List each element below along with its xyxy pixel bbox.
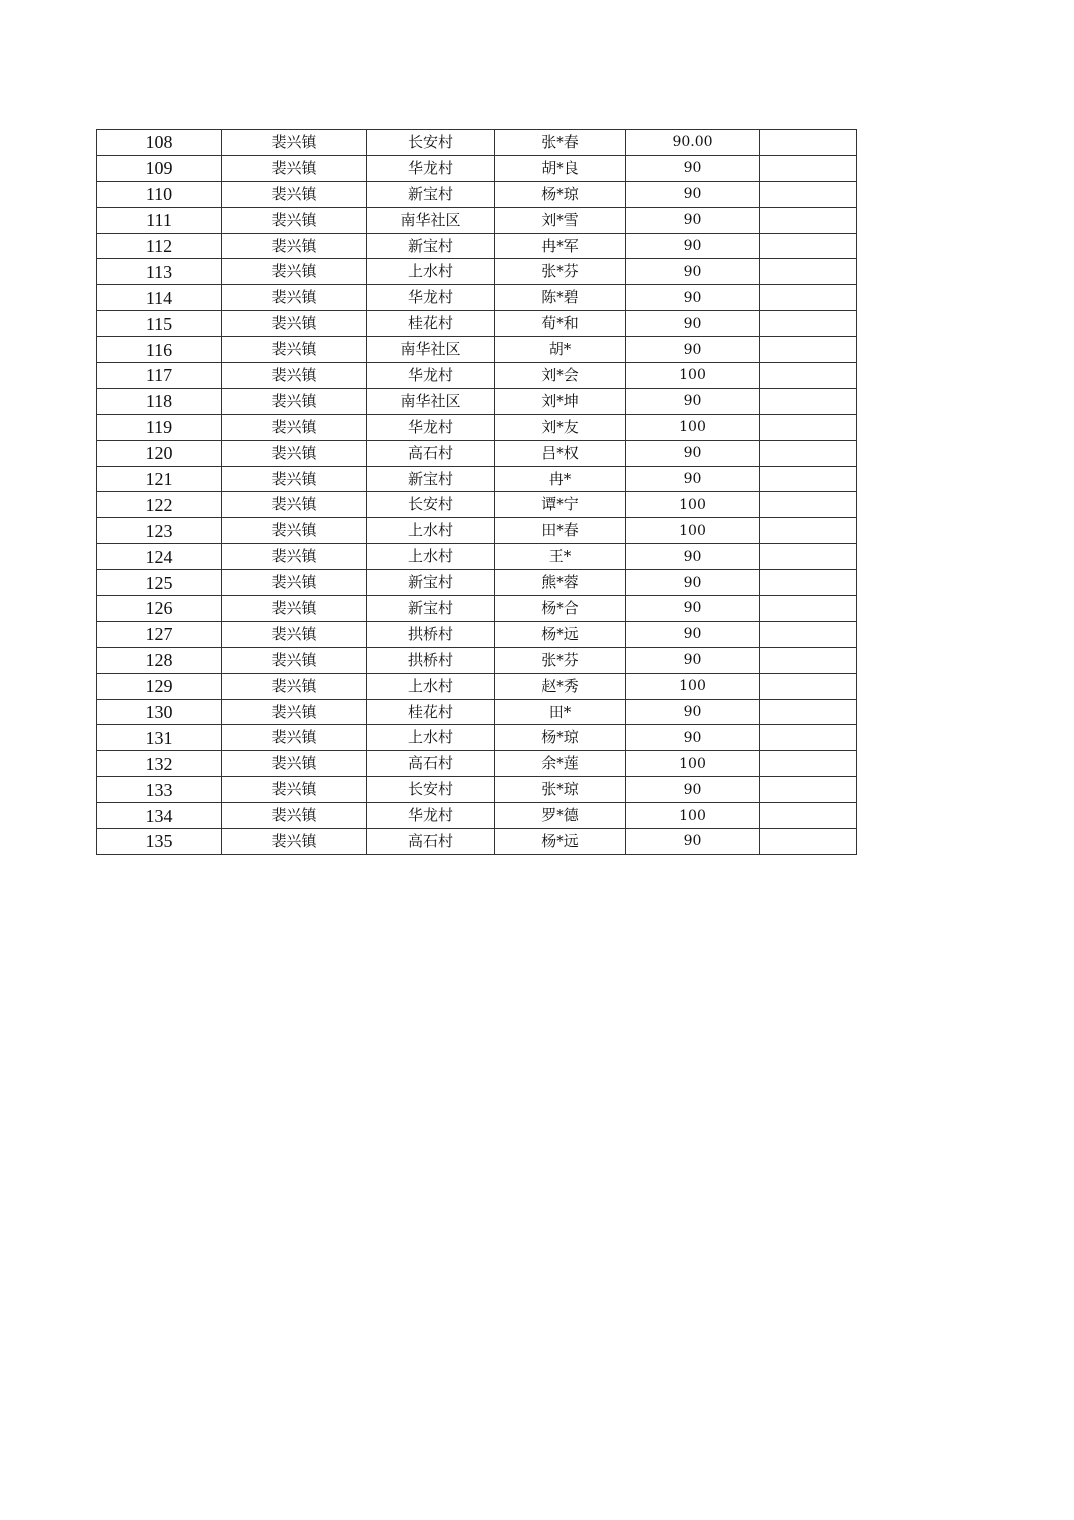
cell-amount: 90 [626, 570, 760, 596]
cell-village: 新宝村 [367, 233, 495, 259]
cell-note [760, 751, 857, 777]
cell-town: 裴兴镇 [222, 414, 367, 440]
cell-town: 裴兴镇 [222, 673, 367, 699]
cell-person-name: 赵*秀 [495, 673, 626, 699]
cell-person-name: 谭*宁 [495, 492, 626, 518]
cell-town: 裴兴镇 [222, 777, 367, 803]
cell-person-name: 胡*良 [495, 155, 626, 181]
cell-note [760, 181, 857, 207]
cell-town: 裴兴镇 [222, 466, 367, 492]
cell-amount: 100 [626, 414, 760, 440]
cell-person-name: 杨*琼 [495, 725, 626, 751]
cell-note [760, 621, 857, 647]
table-row [97, 155, 857, 181]
cell-note [760, 414, 857, 440]
cell-village: 上水村 [367, 725, 495, 751]
cell-town: 裴兴镇 [222, 130, 367, 156]
table-row [97, 337, 857, 363]
cell-village: 新宝村 [367, 466, 495, 492]
cell-serial-number: 125 [97, 570, 222, 596]
cell-village: 上水村 [367, 544, 495, 570]
cell-village: 高石村 [367, 440, 495, 466]
cell-village: 拱桥村 [367, 647, 495, 673]
cell-person-name: 田* [495, 699, 626, 725]
cell-note [760, 596, 857, 622]
cell-amount: 90 [626, 155, 760, 181]
table-row [97, 207, 857, 233]
cell-serial-number: 114 [97, 285, 222, 311]
cell-town: 裴兴镇 [222, 518, 367, 544]
cell-amount: 90 [626, 699, 760, 725]
cell-town: 裴兴镇 [222, 155, 367, 181]
cell-village: 桂花村 [367, 699, 495, 725]
cell-person-name: 张*琼 [495, 777, 626, 803]
cell-amount: 100 [626, 803, 760, 829]
cell-amount: 90 [626, 596, 760, 622]
cell-amount: 90 [626, 207, 760, 233]
table-row [97, 233, 857, 259]
table-row [97, 647, 857, 673]
cell-note [760, 440, 857, 466]
cell-person-name: 余*莲 [495, 751, 626, 777]
table-row [97, 311, 857, 337]
cell-person-name: 荀*和 [495, 311, 626, 337]
cell-village: 华龙村 [367, 803, 495, 829]
cell-amount: 100 [626, 518, 760, 544]
cell-village: 华龙村 [367, 414, 495, 440]
cell-note [760, 777, 857, 803]
table-row [97, 518, 857, 544]
cell-amount: 90 [626, 388, 760, 414]
cell-serial-number: 119 [97, 414, 222, 440]
table-row [97, 259, 857, 285]
table-row [97, 751, 857, 777]
cell-town: 裴兴镇 [222, 233, 367, 259]
cell-person-name: 刘*友 [495, 414, 626, 440]
cell-town: 裴兴镇 [222, 181, 367, 207]
cell-village: 新宝村 [367, 181, 495, 207]
cell-village: 上水村 [367, 259, 495, 285]
cell-serial-number: 131 [97, 725, 222, 751]
table-row [97, 570, 857, 596]
cell-village: 南华社区 [367, 337, 495, 363]
cell-serial-number: 124 [97, 544, 222, 570]
cell-person-name: 张*春 [495, 130, 626, 156]
cell-town: 裴兴镇 [222, 492, 367, 518]
cell-town: 裴兴镇 [222, 259, 367, 285]
subsidy-table [96, 129, 857, 855]
cell-village: 桂花村 [367, 311, 495, 337]
cell-serial-number: 115 [97, 311, 222, 337]
cell-person-name: 刘*会 [495, 363, 626, 389]
cell-note [760, 285, 857, 311]
cell-note [760, 803, 857, 829]
table-row [97, 285, 857, 311]
table-row [97, 414, 857, 440]
cell-note [760, 699, 857, 725]
cell-note [760, 233, 857, 259]
cell-amount: 100 [626, 363, 760, 389]
cell-note [760, 544, 857, 570]
table-row [97, 130, 857, 156]
cell-amount: 90 [626, 777, 760, 803]
cell-note [760, 570, 857, 596]
cell-village: 长安村 [367, 777, 495, 803]
cell-serial-number: 129 [97, 673, 222, 699]
cell-village: 长安村 [367, 130, 495, 156]
table-row [97, 181, 857, 207]
cell-town: 裴兴镇 [222, 570, 367, 596]
cell-village: 华龙村 [367, 363, 495, 389]
cell-amount: 90 [626, 621, 760, 647]
cell-town: 裴兴镇 [222, 751, 367, 777]
cell-serial-number: 123 [97, 518, 222, 544]
cell-serial-number: 133 [97, 777, 222, 803]
table-row [97, 673, 857, 699]
cell-town: 裴兴镇 [222, 337, 367, 363]
cell-amount: 90 [626, 233, 760, 259]
cell-note [760, 388, 857, 414]
cell-person-name: 胡* [495, 337, 626, 363]
cell-person-name: 罗*德 [495, 803, 626, 829]
cell-note [760, 492, 857, 518]
cell-serial-number: 132 [97, 751, 222, 777]
cell-note [760, 363, 857, 389]
cell-village: 高石村 [367, 751, 495, 777]
table-row [97, 544, 857, 570]
cell-amount: 90 [626, 259, 760, 285]
cell-serial-number: 108 [97, 130, 222, 156]
table-row [97, 440, 857, 466]
cell-person-name: 张*芬 [495, 647, 626, 673]
cell-amount: 100 [626, 751, 760, 777]
cell-serial-number: 117 [97, 363, 222, 389]
cell-town: 裴兴镇 [222, 621, 367, 647]
cell-town: 裴兴镇 [222, 363, 367, 389]
table-row [97, 829, 857, 855]
cell-serial-number: 109 [97, 155, 222, 181]
cell-serial-number: 118 [97, 388, 222, 414]
cell-amount: 90 [626, 181, 760, 207]
cell-person-name: 刘*雪 [495, 207, 626, 233]
cell-serial-number: 110 [97, 181, 222, 207]
cell-town: 裴兴镇 [222, 829, 367, 855]
cell-amount: 90 [626, 544, 760, 570]
table-row [97, 725, 857, 751]
cell-serial-number: 126 [97, 596, 222, 622]
cell-serial-number: 121 [97, 466, 222, 492]
cell-amount: 90 [626, 466, 760, 492]
cell-village: 新宝村 [367, 570, 495, 596]
cell-village: 高石村 [367, 829, 495, 855]
cell-village: 上水村 [367, 518, 495, 544]
cell-note [760, 130, 857, 156]
cell-serial-number: 134 [97, 803, 222, 829]
table-row [97, 777, 857, 803]
table-row [97, 466, 857, 492]
cell-village: 拱桥村 [367, 621, 495, 647]
cell-person-name: 冉* [495, 466, 626, 492]
cell-serial-number: 111 [97, 207, 222, 233]
cell-person-name: 杨*琼 [495, 181, 626, 207]
table-row [97, 492, 857, 518]
cell-village: 华龙村 [367, 155, 495, 181]
table-row [97, 388, 857, 414]
cell-person-name: 陈*碧 [495, 285, 626, 311]
cell-town: 裴兴镇 [222, 440, 367, 466]
cell-person-name: 张*芬 [495, 259, 626, 285]
cell-serial-number: 116 [97, 337, 222, 363]
table-row [97, 596, 857, 622]
cell-note [760, 207, 857, 233]
cell-village: 南华社区 [367, 207, 495, 233]
table-row [97, 699, 857, 725]
cell-note [760, 725, 857, 751]
table-row [97, 803, 857, 829]
cell-village: 长安村 [367, 492, 495, 518]
cell-amount: 100 [626, 492, 760, 518]
cell-serial-number: 130 [97, 699, 222, 725]
cell-village: 上水村 [367, 673, 495, 699]
cell-person-name: 熊*蓉 [495, 570, 626, 596]
cell-amount: 90 [626, 725, 760, 751]
cell-note [760, 829, 857, 855]
table-row [97, 363, 857, 389]
cell-serial-number: 120 [97, 440, 222, 466]
cell-town: 裴兴镇 [222, 725, 367, 751]
cell-person-name: 杨*合 [495, 596, 626, 622]
cell-person-name: 冉*军 [495, 233, 626, 259]
cell-village: 南华社区 [367, 388, 495, 414]
cell-town: 裴兴镇 [222, 647, 367, 673]
table-row [97, 621, 857, 647]
cell-serial-number: 128 [97, 647, 222, 673]
cell-town: 裴兴镇 [222, 596, 367, 622]
cell-person-name: 杨*远 [495, 621, 626, 647]
cell-serial-number: 112 [97, 233, 222, 259]
cell-town: 裴兴镇 [222, 803, 367, 829]
cell-note [760, 155, 857, 181]
cell-amount: 90 [626, 440, 760, 466]
cell-village: 新宝村 [367, 596, 495, 622]
table-body [97, 130, 857, 855]
cell-note [760, 311, 857, 337]
cell-amount: 90 [626, 285, 760, 311]
cell-serial-number: 113 [97, 259, 222, 285]
cell-person-name: 田*春 [495, 518, 626, 544]
cell-village: 华龙村 [367, 285, 495, 311]
cell-town: 裴兴镇 [222, 311, 367, 337]
cell-amount: 90 [626, 829, 760, 855]
cell-person-name: 杨*远 [495, 829, 626, 855]
cell-note [760, 647, 857, 673]
cell-amount: 90 [626, 647, 760, 673]
cell-serial-number: 135 [97, 829, 222, 855]
cell-person-name: 王* [495, 544, 626, 570]
cell-note [760, 673, 857, 699]
cell-note [760, 518, 857, 544]
cell-amount: 90 [626, 311, 760, 337]
cell-amount: 90.00 [626, 130, 760, 156]
cell-amount: 100 [626, 673, 760, 699]
cell-town: 裴兴镇 [222, 544, 367, 570]
cell-note [760, 259, 857, 285]
cell-town: 裴兴镇 [222, 388, 367, 414]
cell-note [760, 337, 857, 363]
cell-serial-number: 127 [97, 621, 222, 647]
cell-serial-number: 122 [97, 492, 222, 518]
cell-amount: 90 [626, 337, 760, 363]
cell-note [760, 466, 857, 492]
cell-town: 裴兴镇 [222, 285, 367, 311]
cell-person-name: 刘*坤 [495, 388, 626, 414]
cell-town: 裴兴镇 [222, 207, 367, 233]
cell-person-name: 吕*权 [495, 440, 626, 466]
cell-town: 裴兴镇 [222, 699, 367, 725]
